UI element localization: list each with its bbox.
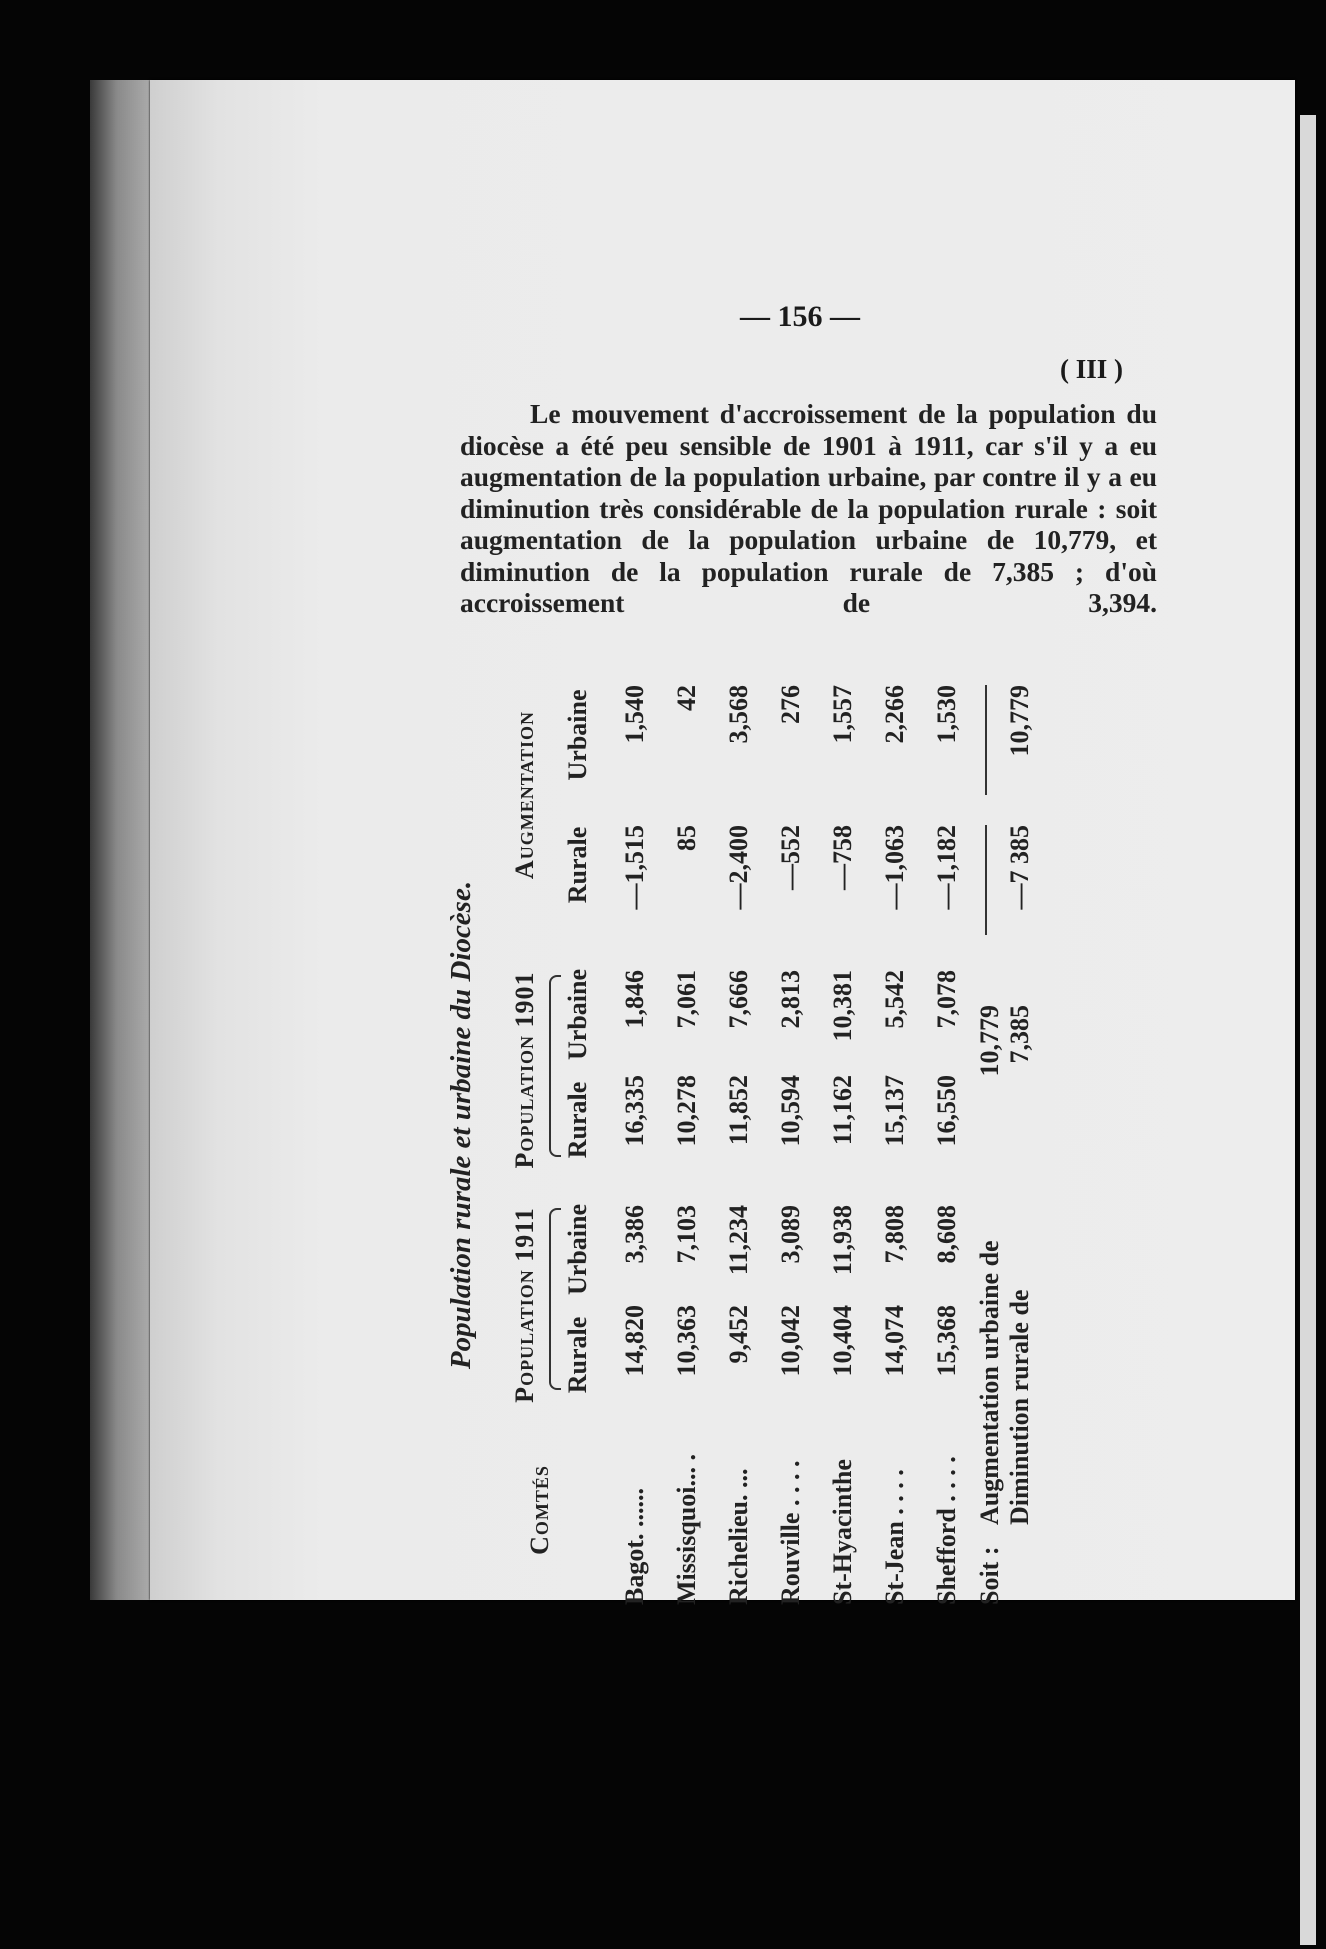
page-number: — 156 — [740,300,860,333]
cell-urbaine-1911: 7,103 [672,1205,701,1264]
cell-urbaine-1911: 8,608 [932,1205,961,1264]
cell-aug-rurale: —758 [828,825,857,890]
row-name: Missisquoi... . [672,1454,701,1605]
subheader-urbaine-1901: Urbaine [563,969,592,1060]
row-name: St-Hyacinthe [828,1459,857,1605]
subheader-rurale-1911: Rurale [563,1316,592,1394]
cell-rurale-1911: 10,404 [828,1305,857,1377]
section-mark: ( III ) [1060,354,1124,384]
row-name: Bagot. ...... [620,1488,649,1605]
cell-rurale-1901: 15,137 [880,1075,909,1147]
table-row [724,645,758,1605]
cell-urbaine-1911: 7,808 [880,1205,909,1264]
total-aug-urbaine: 10,779 [1005,685,1034,757]
population-table [445,645,1180,1605]
cell-aug-rurale: —1,063 [880,825,909,910]
table-row [932,645,966,1605]
row-name: Shefford . . . . [932,1456,961,1605]
cell-aug-rurale: —552 [776,825,805,890]
population-table-rotated [445,645,1180,1605]
row-name: Rouville . . . . [776,1460,805,1605]
cell-urbaine-1901: 2,813 [776,970,805,1029]
paragraph-text: Le mouvement d'accroissement de la population du diocèse a été peu sensible de 1901 à 1911, car s'il y a eu augmentation de la population urbaine, par contre il y a eu diminution très considérable de la population rurale : soit augmentation de la population urbaine de 10,779, et diminution de la population rurale de 7,385 ; d'où accroissement de 3,394. [460,398,1157,618]
cell-rurale-1911: 14,074 [880,1305,909,1377]
cell-rurale-1901: 10,594 [776,1075,805,1147]
cell-rurale-1911: 15,368 [932,1305,961,1377]
cell-rurale-1911: 10,042 [776,1305,805,1377]
cell-rurale-1901: 11,162 [828,1075,857,1146]
cell-aug-rurale: 85 [672,825,701,851]
summary-value-diminution: 7,385 [1005,1005,1034,1064]
brace-1911 [549,1208,561,1390]
subheader-urbaine-1911: Urbaine [563,1204,592,1295]
header-pop-1911: Population 1911 [510,1207,539,1403]
cell-rurale-1901: 16,335 [620,1075,649,1147]
cell-rurale-1911: 10,363 [672,1305,701,1377]
summary-row-augmentation [975,645,1009,1605]
body-paragraph [460,398,1157,619]
table-row [776,645,810,1605]
cell-urbaine-1901: 10,381 [828,970,857,1042]
row-name: St-Jean . . . . [880,1469,909,1605]
summary-label-augmentation: Augmentation urbaine de [975,1240,1004,1525]
table-title: Population rurale et urbaine du Diocèse. [445,880,477,1370]
summary-value-augmentation: 10,779 [975,1005,1004,1077]
cell-aug-urbaine: 3,568 [724,685,753,744]
cell-aug-rurale: —1,515 [620,825,649,910]
cell-urbaine-1911: 11,938 [828,1205,857,1276]
cell-rurale-1901: 16,550 [932,1075,961,1147]
summary-soit: Soit : [975,1546,1004,1605]
totals-row [1005,645,1039,1605]
next-page-edge [1300,115,1316,1945]
cell-aug-urbaine: 1,530 [932,685,961,744]
table-row [880,645,914,1605]
cell-aug-urbaine: 1,540 [620,685,649,744]
header-pop-1901: Population 1901 [510,971,539,1169]
summary-label-diminution: Diminution rurale de [1005,1289,1034,1525]
cell-aug-rurale: —2,400 [724,825,753,910]
table-row [828,645,862,1605]
cell-aug-urbaine: 1,557 [828,685,857,744]
cell-urbaine-1911: 3,089 [776,1205,805,1264]
header-comtes: Comtés [525,1465,554,1555]
subheader-rurale-1901: Rurale [563,1081,592,1159]
cell-aug-urbaine: 276 [776,685,805,724]
cell-urbaine-1911: 11,234 [724,1205,753,1276]
cell-aug-urbaine: 2,266 [880,685,909,744]
table-row [620,645,654,1605]
table-row [672,645,706,1605]
brace-1901 [549,975,561,1157]
cell-aug-urbaine: 42 [672,685,701,711]
subheader-rurale-aug: Rurale [563,826,592,904]
sum-line-urbaine [985,685,987,795]
header-augmentation: Augmentation [510,710,539,880]
sum-line-rurale [985,825,987,935]
cell-rurale-1911: 9,452 [724,1305,753,1364]
cell-rurale-1901: 11,852 [724,1075,753,1146]
cell-urbaine-1901: 7,061 [672,970,701,1029]
subheader-urbaine-aug: Urbaine [563,689,592,781]
cell-rurale-1901: 10,278 [672,1075,701,1147]
cell-aug-rurale: —1,182 [932,825,961,910]
total-aug-rurale: —7 385 [1005,825,1034,910]
cell-urbaine-1901: 7,078 [932,970,961,1029]
cell-urbaine-1901: 1,846 [620,970,649,1029]
row-name: Richelieu. ... [724,1468,753,1605]
cell-rurale-1911: 14,820 [620,1305,649,1377]
cell-urbaine-1901: 7,666 [724,970,753,1029]
cell-urbaine-1901: 5,542 [880,970,909,1029]
cell-urbaine-1911: 3,386 [620,1205,649,1264]
